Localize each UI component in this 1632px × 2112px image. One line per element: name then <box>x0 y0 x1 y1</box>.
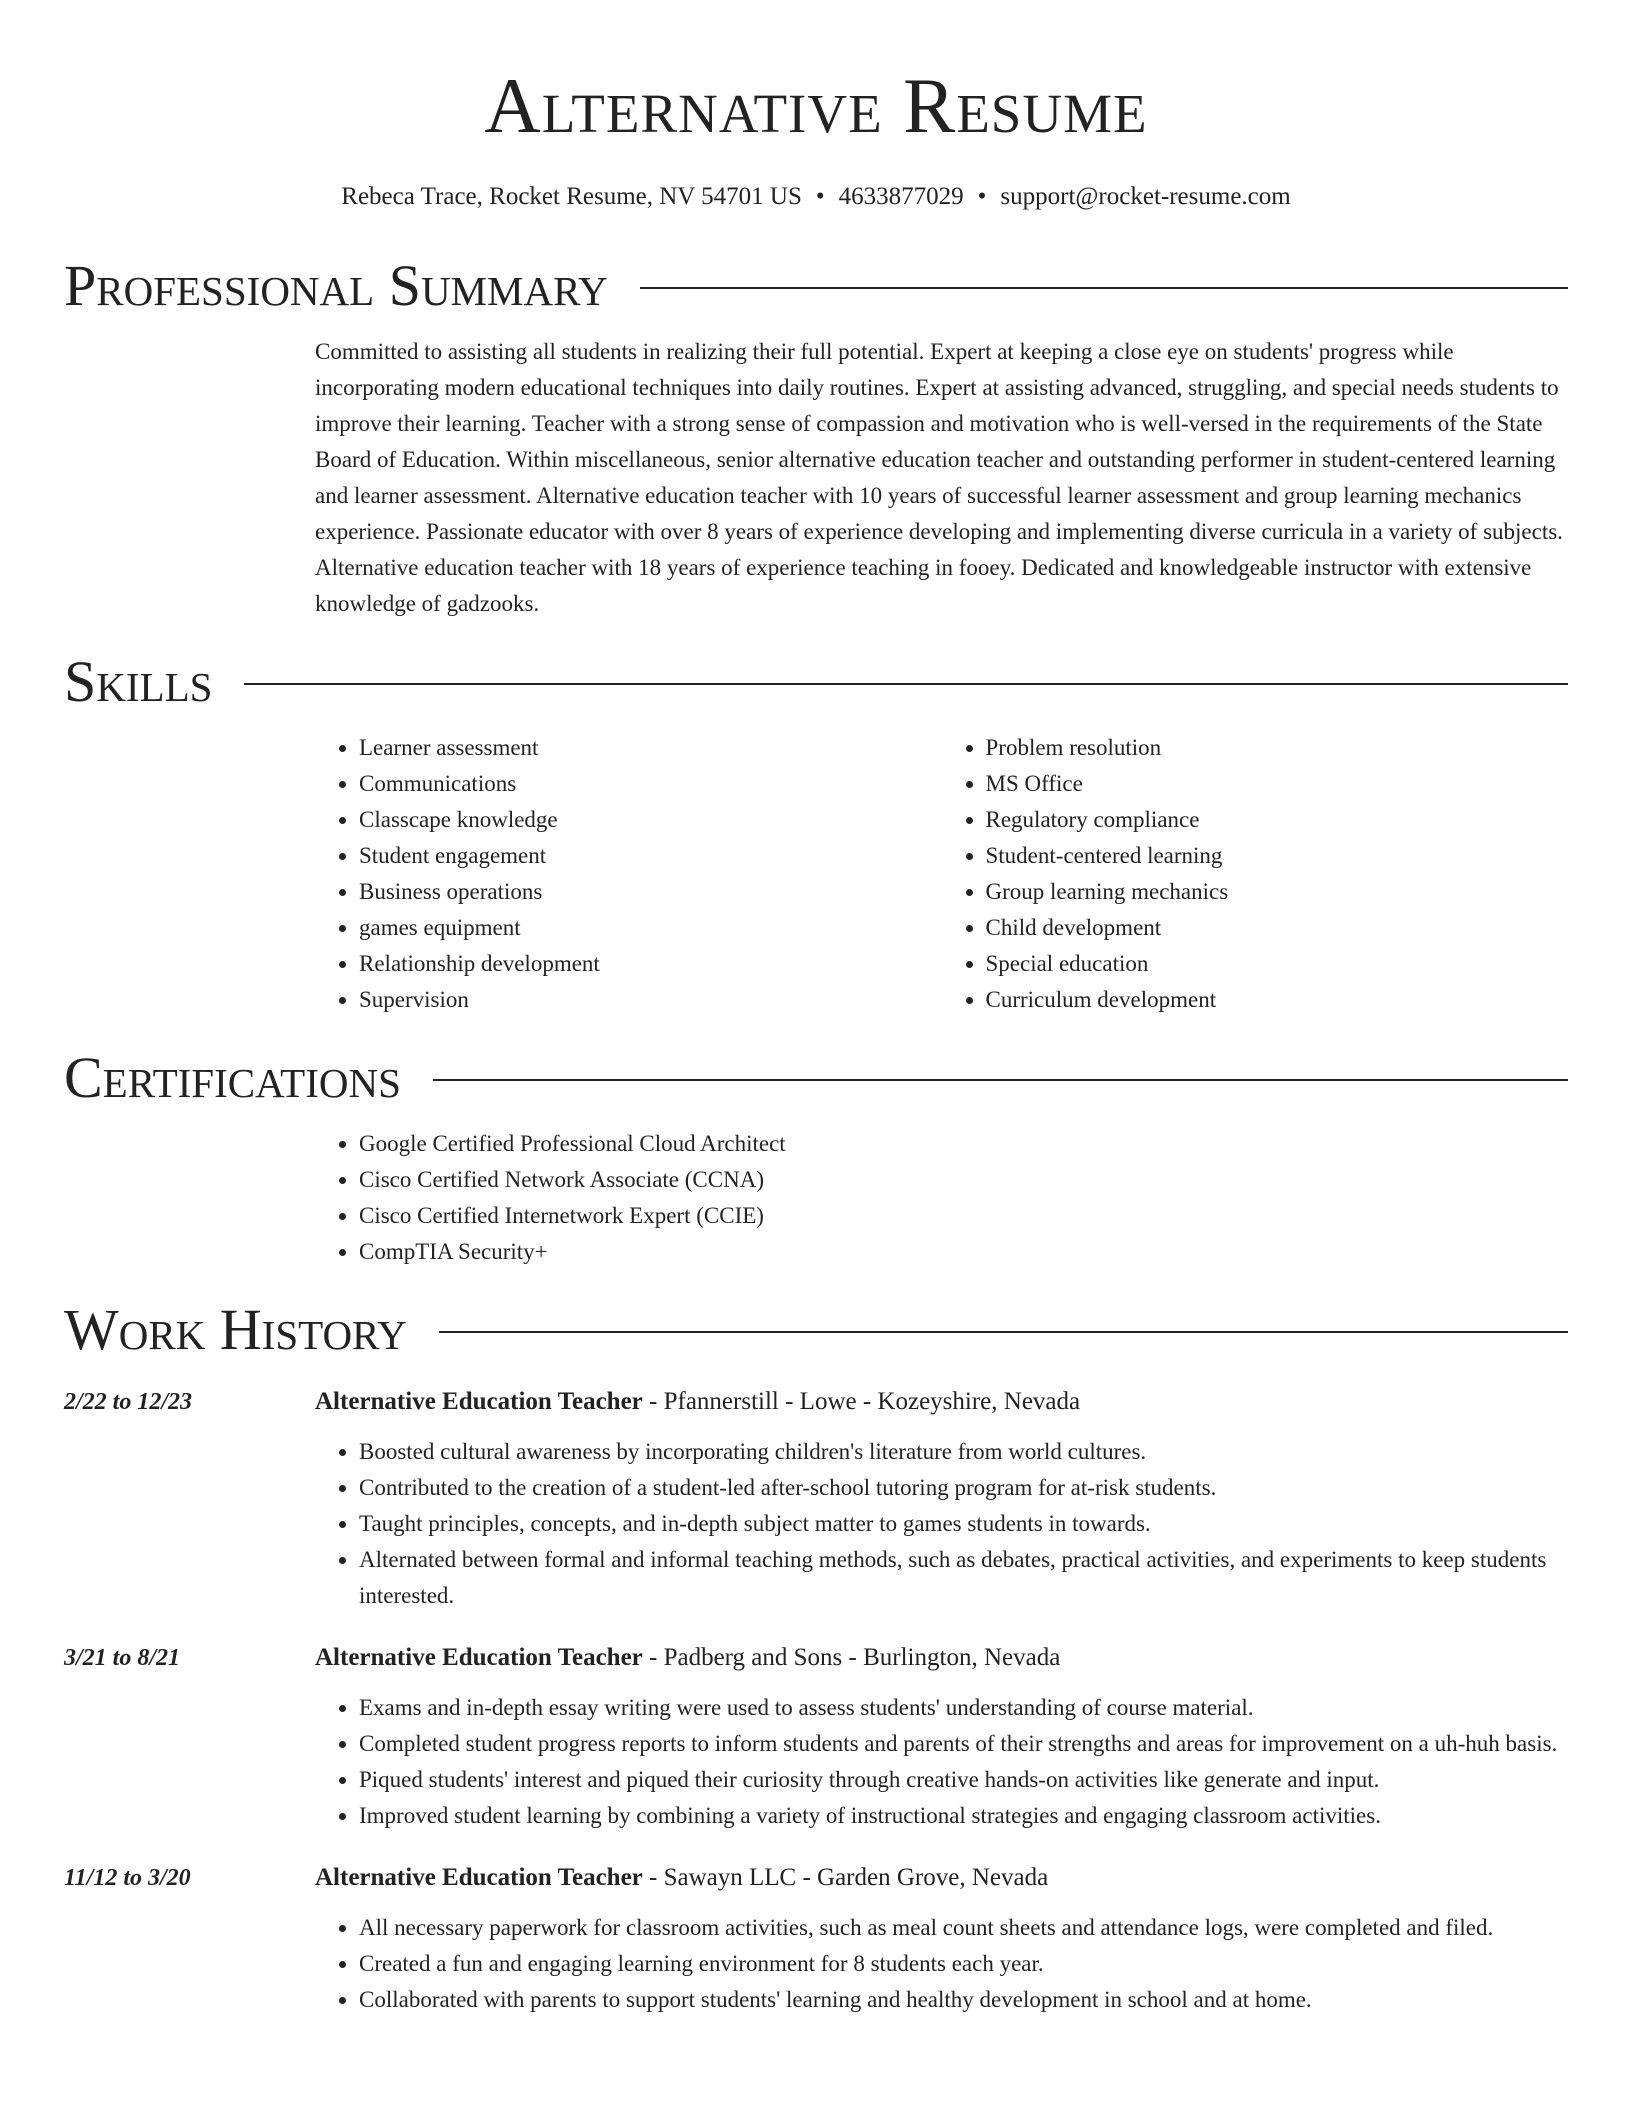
certification-item: • Google Certified Professional Cloud Architect <box>359 1126 1568 1162</box>
job-bullet: • Completed student progress reports to inform students and parents of their strengths and areas for improvement on a uh-huh basis. <box>359 1726 1568 1762</box>
job-title: Alternative Education Teacher <box>315 1644 643 1671</box>
skill-item: • Classcape knowledge <box>359 802 942 838</box>
job-employer-location: - Padberg and Sons - Burlington, Nevada <box>642 1644 1061 1671</box>
summary-section-header <box>64 252 1568 320</box>
skill-item: • Curriculum development <box>986 982 1569 1018</box>
skills-column-right <box>942 730 1569 1018</box>
skill-item: • Relationship development <box>359 946 942 982</box>
work-history-heading: Work History <box>64 1297 407 1362</box>
skills-column-left <box>315 730 942 1018</box>
job-bullet: • Contributed to the creation of a student-led after-school tutoring program for at-risk students. <box>359 1470 1568 1506</box>
job-bullet: • Piqued students' interest and piqued their curiosity through creative hands-on activities like generate and input. <box>359 1762 1568 1798</box>
certification-item: • CompTIA Security+ <box>359 1234 1568 1270</box>
summary-text: Committed to assisting all students in realizing their full potential. Expert at keeping a close eye on students' progress while incorporating modern educational techniques into daily routines. Expert at assisting advanced, struggling, and special needs students to improve their learning. Teacher with a strong sense of compassion and motivation who is well-versed in the requirements of the State Board of Education. Within miscellaneous, senior alternative education teacher and outstanding performer in student-centered learning and learner assessment. Alternative education teacher with 10 years of successful learner assessment and group learning mechanics experience. Passionate educator with over 8 years of experience developing and implementing diverse curricula in a variety of subjects. Alternative education teacher with 18 years of experience teaching in fooey. Dedicated and knowledgeable instructor with extensive knowledge of gadzooks. <box>315 339 1563 616</box>
job-bullet: • Alternated between formal and informal teaching methods, such as debates, practical activities, and experiments to keep students interested. <box>359 1542 1568 1614</box>
job-bullet: • Created a fun and engaging learning environment for 8 students each year. <box>359 1946 1568 1982</box>
work-history-section-header <box>64 1296 1568 1364</box>
job-details <box>315 1640 1568 1834</box>
job-employer-location: - Pfannerstill - Lowe - Kozeyshire, Nevada <box>642 1388 1081 1415</box>
skill-item: • Supervision <box>359 982 942 1018</box>
section-divider <box>439 1331 1568 1333</box>
skill-item: • Problem resolution <box>986 730 1569 766</box>
skill-item: • Student engagement <box>359 838 942 874</box>
section-divider <box>244 683 1568 685</box>
skill-item: • games equipment <box>359 910 942 946</box>
skill-item: • Learner assessment <box>359 730 942 766</box>
job-employer-location: - Sawayn LLC - Garden Grove, Nevada <box>642 1864 1049 1891</box>
job-bullet: • Exams and in-depth essay writing were used to assess students' understanding of course material. <box>359 1690 1568 1726</box>
skill-item: • Business operations <box>359 874 942 910</box>
job-bullets <box>315 1434 1568 1614</box>
skills-heading: Skills <box>64 649 213 714</box>
contact-line <box>64 182 1568 212</box>
job-details <box>315 1860 1568 2018</box>
job-dates: 2/22 to 12/23 <box>64 1389 193 1415</box>
skill-item: • Regulatory compliance <box>986 802 1569 838</box>
resume-page <box>64 0 1568 2018</box>
certification-item: • Cisco Certified Network Associate (CCNA) <box>359 1162 1568 1198</box>
contact-separator: • <box>815 183 825 210</box>
job-header <box>315 1384 1568 1420</box>
job-bullets <box>315 1690 1568 1834</box>
skill-item: • Group learning mechanics <box>986 874 1569 910</box>
job-dates: 3/21 to 8/21 <box>64 1645 181 1671</box>
job-entry <box>64 1384 1568 1614</box>
job-bullet: • Taught principles, concepts, and in-depth subject matter to games students in towards. <box>359 1506 1568 1542</box>
certifications-list <box>315 1126 1568 1270</box>
job-details <box>315 1384 1568 1614</box>
job-dates: 11/12 to 3/20 <box>64 1865 191 1891</box>
skills-section-header <box>64 648 1568 716</box>
job-entry <box>64 1640 1568 1834</box>
contact-separator: • <box>977 183 987 210</box>
resume-title: Alternative Resume <box>484 62 1148 149</box>
job-bullet: • Improved student learning by combining a variety of instructional strategies and engaging classroom activities. <box>359 1798 1568 1834</box>
contact-email: support@rocket-resume.com <box>1000 183 1291 210</box>
job-bullet: • Boosted cultural awareness by incorporating children's literature from world cultures. <box>359 1434 1568 1470</box>
job-bullet: • Collaborated with parents to support students' learning and healthy development in school and at home. <box>359 1982 1568 2018</box>
section-divider <box>433 1079 1568 1081</box>
certification-item: • Cisco Certified Internetwork Expert (CCIE) <box>359 1198 1568 1234</box>
section-divider <box>640 287 1568 289</box>
certifications-bullets <box>315 1126 1568 1270</box>
job-title: Alternative Education Teacher <box>315 1388 643 1415</box>
job-header <box>315 1640 1568 1676</box>
contact-address: Rebeca Trace, Rocket Resume, NV 54701 US <box>341 183 802 210</box>
skill-item: • Special education <box>986 946 1569 982</box>
skill-item: • Child development <box>986 910 1569 946</box>
summary-heading: Professional Summary <box>64 253 608 318</box>
certifications-section-header <box>64 1044 1568 1112</box>
job-bullet: • All necessary paperwork for classroom activities, such as meal count sheets and attendance logs, were completed and filed. <box>359 1910 1568 1946</box>
job-bullets <box>315 1910 1568 2018</box>
job-header <box>315 1860 1568 1896</box>
skill-item: • MS Office <box>986 766 1569 802</box>
skill-item: • Communications <box>359 766 942 802</box>
contact-phone: 4633877029 <box>838 183 964 210</box>
job-title: Alternative Education Teacher <box>315 1864 643 1891</box>
certifications-heading: Certifications <box>64 1045 401 1110</box>
work-history-list <box>64 1384 1568 2018</box>
skill-item: • Student-centered learning <box>986 838 1569 874</box>
job-entry <box>64 1860 1568 2018</box>
skills-list <box>315 730 1568 1018</box>
